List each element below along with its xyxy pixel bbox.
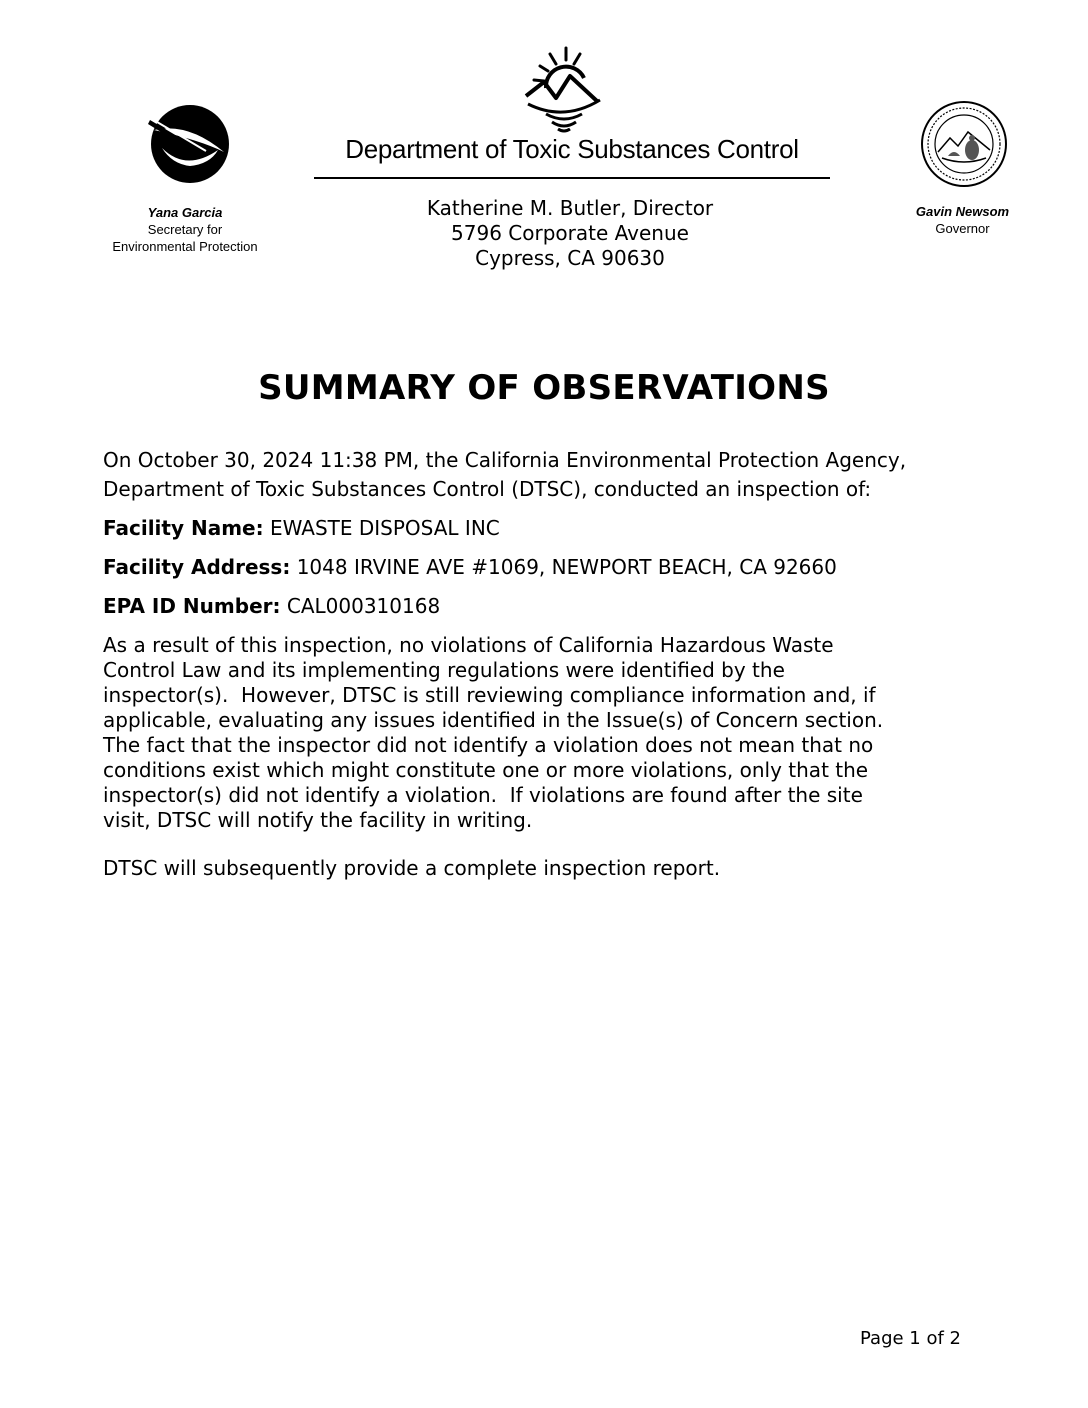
closing-statement: DTSC will subsequently provide a complete inspection report.	[103, 856, 721, 880]
epa-id-label: EPA ID Number:	[103, 594, 281, 618]
facility-address-row	[103, 555, 837, 579]
address-line2: Cypress, CA 90630	[475, 246, 665, 270]
facility-name-value: EWASTE DISPOSAL INC	[269, 516, 500, 540]
calepa-logo-icon	[148, 100, 232, 188]
facility-address-label: Facility Address:	[103, 555, 291, 579]
facility-name-row	[103, 516, 500, 540]
secretary-title-line2: Environmental Protection	[112, 239, 258, 254]
secretary-title-line1: Secretary for	[147, 222, 223, 237]
secretary-caption	[100, 204, 270, 255]
findings-paragraph	[103, 633, 983, 833]
facility-name-label: Facility Name:	[103, 516, 264, 540]
dtsc-sun-mountain-logo-icon	[520, 44, 604, 136]
paragraph-line: Control Law and its implementing regulations were identified by the	[103, 658, 785, 682]
paragraph-line: conditions exist which might constitute one or more violations, only that the	[103, 758, 869, 782]
department-name: Department of Toxic Substances Control	[345, 134, 799, 164]
paragraph-line: applicable, evaluating any issues identified in the Issue(s) of Concern section.	[103, 708, 884, 732]
director-address-block	[370, 196, 770, 271]
document-title: SUMMARY OF OBSERVATIONS	[258, 368, 830, 408]
director-name: Katherine M. Butler, Director	[426, 196, 714, 220]
paragraph-line: inspector(s) did not identify a violation. If violations are found after the site	[103, 783, 863, 807]
paragraph-line: visit, DTSC will notify the facility in writing.	[103, 808, 533, 832]
intro-line1: On October 30, 2024 11:38 PM, the California Environmental Protection Agency,	[103, 448, 907, 472]
secretary-name: Yana Garcia	[147, 205, 223, 220]
epa-id-value: CAL000310168	[286, 594, 441, 618]
paragraph-line: As a result of this inspection, no violations of California Hazardous Waste	[103, 633, 834, 657]
intro-line2: Department of Toxic Substances Control (DTSC), conducted an inspection of:	[103, 477, 872, 501]
intro-paragraph	[103, 446, 983, 504]
header-divider	[314, 177, 830, 179]
california-state-seal-icon	[920, 100, 1008, 188]
governor-name: Gavin Newsom	[915, 204, 1010, 219]
paragraph-line: inspector(s). However, DTSC is still reviewing compliance information and, if	[103, 683, 876, 707]
governor-title: Governor	[935, 221, 990, 236]
page-number: Page 1 of 2	[860, 1328, 961, 1349]
facility-address-value: 1048 IRVINE AVE #1069, NEWPORT BEACH, CA 92660	[296, 555, 837, 579]
address-line1: 5796 Corporate Avenue	[451, 221, 689, 245]
governor-caption	[890, 203, 1035, 237]
paragraph-line: The fact that the inspector did not identify a violation does not mean that no	[103, 733, 874, 757]
epa-id-row	[103, 594, 440, 618]
